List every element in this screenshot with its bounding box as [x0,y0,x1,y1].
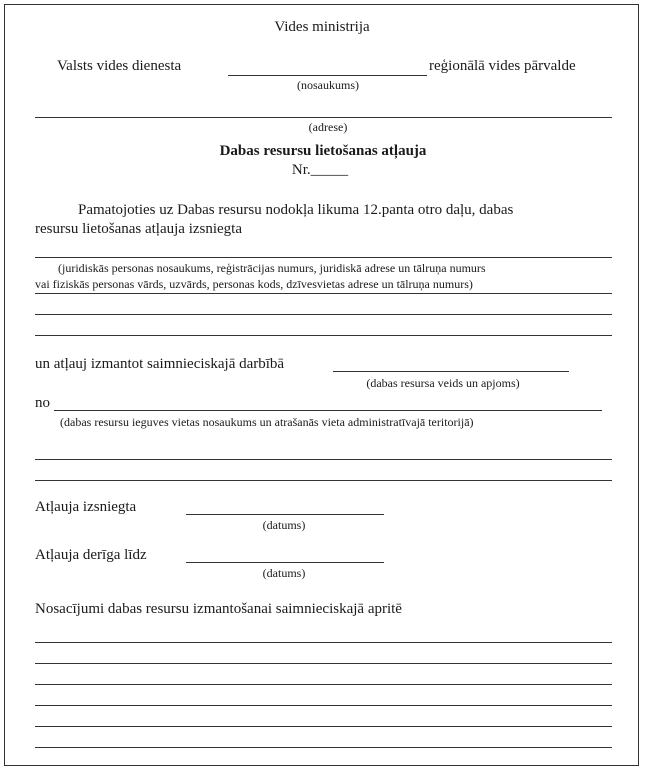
conditions-label: Nosacījumi dabas resursu izmantošanai saimnieciskajā apritē [35,601,402,617]
conditions-line[interactable] [35,663,612,664]
issued-date-field[interactable] [186,514,384,515]
conditions-line[interactable] [35,684,612,685]
intro-line-2: resursu lietošanas atļauja izsniegta [35,221,243,237]
recipient-line[interactable] [35,314,612,315]
intro-line-1: Pamatojoties uz Dabas resursu nodokļa likuma 12.panta otro daļu, dabas [78,202,514,218]
extraction-site-caption: (dabas resursu ieguves vietas nosaukums un atrašanās vieta administratīvajā teritorijā) [60,415,474,429]
recipient-line[interactable] [35,293,612,294]
recipient-line[interactable] [35,335,612,336]
address-caption: (adrese) [308,120,348,134]
recipient-caption-1: (juridiskās personas nosaukums, reģistrācijas numurs, juridiskā adrese un tālruņa numurs [58,261,486,275]
address-field[interactable] [35,117,612,118]
conditions-line[interactable] [35,705,612,706]
permit-number: Nr._____ [291,162,349,178]
conditions-line[interactable] [35,726,612,727]
recipient-caption-2: vai fiziskās personas vārds, uzvārds, personas kods, dzīvesvietas adrese un tālruņa numurs) [35,277,473,291]
usage-label: un atļauj izmantot saimnieciskajā darbībā [35,356,285,372]
conditions-line[interactable] [35,642,612,643]
extraction-site-line[interactable] [35,480,612,481]
document-title: Dabas resursu lietošanas atļauja [219,143,427,159]
conditions-line[interactable] [35,747,612,748]
issued-date-caption: (datums) [262,518,306,532]
resource-type-field[interactable] [333,371,569,372]
extraction-site-line[interactable] [35,459,612,460]
valid-until-date-field[interactable] [186,562,384,563]
service-suffix: reģionālā vides pārvalde [429,58,576,74]
issued-label: Atļauja izsniegta [35,499,137,515]
recipient-field[interactable] [35,257,612,258]
service-prefix: Valsts vides dienesta [57,58,182,74]
service-name-field[interactable] [228,75,427,76]
resource-type-caption: (dabas resursa veids un apjoms) [366,376,520,390]
name-caption: (nosaukums) [297,78,359,92]
document-frame [4,4,639,766]
valid-until-date-caption: (datums) [262,566,306,580]
extraction-site-field[interactable] [54,410,602,411]
ministry-title: Vides ministrija [274,19,370,35]
from-label: no [35,395,50,411]
valid-until-label: Atļauja derīga līdz [35,547,147,563]
